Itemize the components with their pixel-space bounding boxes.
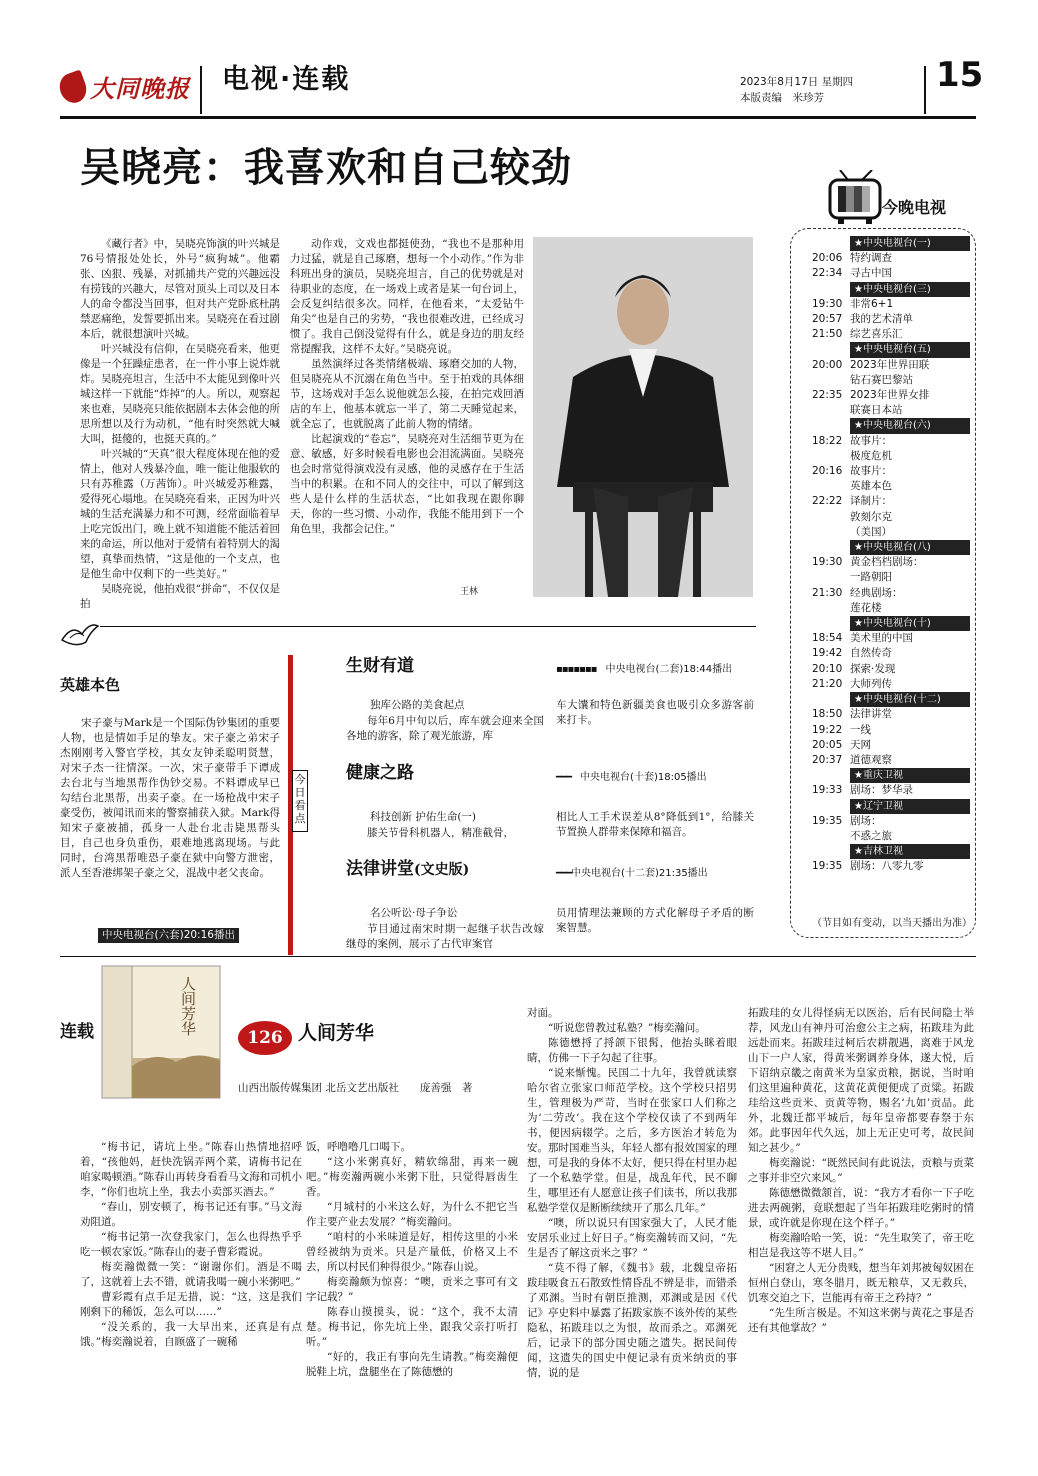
serial-paragraph: “噢，所以说只有国家强大了，人民才能安居乐业过上好日子。”梅奕瀚转而又问，“先生是否了解这贡米之事？” xyxy=(527,1217,737,1259)
feature-paragraph: 《藏行者》中，吴晓亮饰演的叶兴城是76号情报处处长，外号“疯狗城”。他霸张、凶狠、残暴，对抓捕共产党的兴趣远没有捞钱的兴趣大，尽管对顶头上司以及日本人的命令都没当回事，但对共产党卧底杜鹃禁恶痛绝，发誓要抓出来。吴晓亮在看过剧本后，就很想演叶兴城。 xyxy=(80,238,280,340)
program-title: 健康之路 xyxy=(346,763,414,783)
program-name: 2023年世界女排 xyxy=(850,389,930,402)
serial-paragraph: “说来惭愧。民国二十九年，我曾就读察哈尔省立张家口师范学校。这个学校只招男生，管理极为严苛，当时在张家口人们称之为‘二劳改’。我在这个学校仅读了不到两年书，便因病辍学。之后，多方医治才转危为安。那时国难当头，年轻人都有报效国家的理想，可是我的身体不太好，便只得在村里办起了一个私塾学堂。但是，战乱年代，民不聊生，哪里还有人愿意让孩子们读书，所以我那私塾学堂仅是断断续续开了那么几年。” xyxy=(527,1067,737,1214)
serial-column-2 xyxy=(306,1140,518,1405)
program-name: 极度危机 xyxy=(850,449,892,462)
program-time: 20:10 xyxy=(812,662,843,675)
program-row xyxy=(812,388,970,403)
actor-photo xyxy=(533,237,753,597)
program-row xyxy=(812,327,970,342)
page-number-divider xyxy=(924,66,926,114)
program-time: ━━━ 中央电视台(十套)18:05播出 xyxy=(556,772,707,783)
program-row xyxy=(812,707,970,722)
program-text-a: 节目通过南宋时期一起继子状告改嫁继母的案例，展示了古代审案官 xyxy=(346,923,544,950)
program-title-suffix: (文史版) xyxy=(414,862,470,878)
program-time xyxy=(812,403,850,418)
program-row xyxy=(812,464,970,479)
program-row xyxy=(812,677,970,692)
feature-paragraph: 叶兴城的“天真”很大程度体现在他的爱情上，他对人残暴冷血，唯一能让他服软的只有苏稚露（万茜饰）。叶兴城爱苏稚露，爱得死心塌地。在吴晓亮看来，正因为叶兴城的生活充满暴力和不可测，经常面临着早上吃完饭出门，晚上就不知道能不能活着回来的命运，所以他对于爱情有着特别大的渴望，真挚而热情，“这是他的一个支点，也是他生命中仅剩下的一些美好。” xyxy=(80,448,280,580)
program-subtitle: 独库公路的美食起点 xyxy=(370,699,465,711)
program-time: 18:54 xyxy=(812,632,843,645)
issue-date: 2023年8月17日 星期四 xyxy=(740,76,854,88)
program-name: 寻古中国 xyxy=(850,267,892,280)
program-time: 19:35 xyxy=(812,814,843,827)
serial-paragraph: 梅奕瀚说：“既然民间有此说法，贡粮与贡菜之事并非空穴来风。” xyxy=(748,1157,974,1184)
program-name: 天网 xyxy=(850,738,871,751)
program-text xyxy=(556,906,754,938)
newspaper-logo xyxy=(60,66,190,110)
program-row xyxy=(812,753,970,768)
program-row xyxy=(812,403,970,418)
serial-paragraph: “咱村的小米味道是好，相传这里的小米曾经被纳为贡米。只是产量低，价格又上不去，所以村民们种得很少。”陈春山说。 xyxy=(306,1231,518,1273)
serial-paragraph: 对面。 xyxy=(527,1007,559,1019)
program-row xyxy=(812,829,970,844)
program-name: 剧场：八零九零 xyxy=(850,860,924,873)
program-name: 译制片： xyxy=(850,495,892,508)
schedule-note: （节目如有变动，以当天播出为准） xyxy=(812,918,972,929)
program-row xyxy=(812,449,970,464)
program-name: 故事片： xyxy=(850,434,892,447)
program-row xyxy=(812,434,970,449)
program-row xyxy=(812,251,970,266)
program-subtitle: 科技创新 护佑生命(一) xyxy=(370,811,477,823)
episode-badge: 126 xyxy=(238,1021,292,1055)
program-time: 22:22 xyxy=(812,495,843,508)
program-row xyxy=(812,646,970,661)
tonight-tv-schedule xyxy=(812,236,970,875)
program-text-a: 膝关节骨科机器人，精准截骨， xyxy=(367,827,514,839)
serial-paragraph: 饭，呼噜噜几口喝下。 xyxy=(306,1141,411,1153)
channel-header: ★中央电视台(五) xyxy=(850,342,970,357)
serial-paragraph: “梅书记，请坑上坐。”陈春山热情地招呼着，“孩他妈，赶快洗锅弄两个菜，请梅书记在咱家喝顿酒。”陈春山再转身看看马文海和司机小李，“你们也坑上坐，我去小卖部买酒去。” xyxy=(80,1141,302,1198)
program-time: 18:50 xyxy=(812,708,843,721)
program-row xyxy=(812,555,970,570)
program-time: 21:30 xyxy=(812,586,843,599)
serial-paragraph: 陈德懋捋了捋颌下银髯，他抬头眯着眼睛，仿佛一下子勾起了往事。 xyxy=(527,1037,737,1064)
channel-header: ★中央电视台(十) xyxy=(850,616,970,631)
program-name: 自然传奇 xyxy=(850,647,892,660)
program-name: （美国） xyxy=(850,525,892,538)
serial-paragraph: “莫不得了解，《魏书》载，北魏皇帝拓跋珪吸食五石散致性情昏乱不辨是非，而错杀了邓渊。当时有朝臣推测，邓渊或是因《代记》亭史料中暴露了拓跋家族不该外传的某些隐私，拓跋珪以之为恨，故而杀之。邓渊死后，记录下的部分国史随之遗失。据民间传闻，这遗失的国史中便记录有贡米纳贡的事情，说的是 xyxy=(527,1262,737,1379)
feature-paragraph: 动作戏，文戏也都挺使劲，“我也不是那种用力过猛，就是自己琢磨，想每一个小动作。”作为非科班出身的演员，吴晓亮坦言，自己的优势就是对待职业的态度，在一场戏上或者是某一句台词上，会反复纠结很多次。同样，在他看来，“太爱钻牛角尖”也是自己的劣势，“我也很难改进，已经成习惯了。我自己倒没觉得有什么，就是身边的朋友经常提醒我，这样不太好。”吴晓亮说。 xyxy=(290,238,524,355)
program-row xyxy=(812,373,970,388)
program-text-a: 每年6月中旬以后，库车就会迎来全国各地的游客，除了观光旅游，库 xyxy=(346,715,544,742)
program-name: 英雄本色 xyxy=(850,480,892,493)
program-row xyxy=(812,586,970,601)
program-row xyxy=(812,358,970,373)
program-row xyxy=(812,525,970,540)
program-time-text: 中央电视台(二套)18:44播出 xyxy=(605,664,733,675)
program-row xyxy=(812,297,970,312)
movie-synopsis xyxy=(60,716,280,914)
program-name: 敦刻尔克 xyxy=(850,510,892,523)
program-time: 20:06 xyxy=(812,252,843,265)
program-name: 我的艺术清单 xyxy=(850,313,913,326)
program-time: 19:42 xyxy=(812,647,843,660)
program-name: 不惑之旅 xyxy=(850,829,892,842)
serial-paragraph: “听说您曾教过私塾？”梅奕瀚问。 xyxy=(548,1022,706,1034)
program-time: 21:20 xyxy=(812,677,843,690)
program-name: 剧场： xyxy=(850,814,882,827)
program-name: 钻石赛巴黎站 xyxy=(850,373,913,386)
program-time-text: 中央电视台(十二套)21:35播出 xyxy=(571,868,708,879)
page-number: 15 xyxy=(936,55,984,95)
program-title-text: 法律讲堂 xyxy=(346,859,414,879)
serial-column-3 xyxy=(527,1006,737,1406)
movie-channel: 中央电视台(六套)20:16播出 xyxy=(98,928,239,943)
program-name: 法律讲堂 xyxy=(850,708,892,721)
program-time: ▪▪▪▪▪▪▪ 中央电视台(二套)18:44播出 xyxy=(556,664,733,675)
program-subtitle: 名公听讼·母子争讼 xyxy=(370,907,458,919)
program-name: 剧场：梦华录 xyxy=(850,784,913,797)
program-name: 故事片： xyxy=(850,465,892,478)
program-time: 19:30 xyxy=(812,297,843,310)
section-divider xyxy=(100,626,756,627)
program-name: 美术里的中国 xyxy=(850,632,913,645)
serial-paragraph: 梅奕瀚哈哈一笑，说：“先生取笑了，帝王吃相岂是我这等不堪人目。” xyxy=(748,1232,974,1259)
serial-paragraph: “困窘之人无分贵贱，想当年刘邦被匈奴困在恒州白登山，寒冬腊月，既无粮草，又无救兵，饥寒交迫之下，岂能再有帝王之矜持？” xyxy=(748,1262,974,1304)
program-title: 生财有道 xyxy=(346,656,414,676)
program-row xyxy=(812,738,970,753)
serial-paragraph: 梅奕瀚颇为惊喜：“噢，贡米之事可有文字记载？” xyxy=(306,1276,518,1303)
program-text-b: 相比人工手术误差从8°降低到1°，给膝关节置换人群带来保障和福音。 xyxy=(556,811,754,838)
program-time xyxy=(812,570,850,585)
issue-meta xyxy=(740,74,853,106)
serial-paragraph: 拓跋珪的女儿得怪病无以医治，后有民间隐士举荐，风龙山有神丹可治愈公主之病，拓跋珪为此远赴而来。拓跋珪过柯后农耕靓遇，离难于风龙山下一户人家，得黄米粥调养身体，遂大悦，后下诏纳京畿之南黄米为皇家贡粮，据说，当时咱们这里遍种黄花，这黄花黄便便成了贡粱。拓跋珪给这些贡米、贡黄等物，赐名‘九如’贡品。此外，北魏迁都平城后，每年皇帝都要春祭于东郊。此事因年代久远，加上无正史可考，故民间知之甚少。” xyxy=(748,1007,974,1154)
tonight-tv-title: 今晚电视 xyxy=(882,198,947,217)
serial-paragraph: “没关系的，我一大早出来，还真是有点饿。”梅奕瀚说着，自顾盛了一碗稀 xyxy=(80,1321,302,1348)
program-text xyxy=(346,922,544,954)
serial-paragraph: 梅奕瀚微微一笑：“谢谢你们。酒是不喝了，这就着上去不错，就请我喝一碗小米粥吧。” xyxy=(80,1261,302,1288)
feature-column-1 xyxy=(80,237,280,609)
program-time-text: 中央电视台(十套)18:05播出 xyxy=(580,772,707,783)
program-text xyxy=(556,810,754,842)
movie-title: 英雄本色 xyxy=(60,676,121,694)
program-row xyxy=(812,570,970,585)
book-cover-title: 人间芳华 xyxy=(179,976,197,1036)
program-name: 特约调查 xyxy=(850,252,892,265)
actor-photo-illustration xyxy=(533,237,753,597)
program-row xyxy=(812,662,970,677)
program-name: 黄金档档剧场： xyxy=(850,556,924,569)
program-name: 综艺喜乐汇 xyxy=(850,328,903,341)
program-time: 20:57 xyxy=(812,313,843,326)
feature-headline: 吴晓亮：我喜欢和自己较劲 xyxy=(80,144,572,191)
program-text-b: 员用情理法兼顾的方式化解母子矛盾的断案智慧。 xyxy=(556,907,754,934)
program-name: 大师列传 xyxy=(850,677,892,690)
program-time: 21:50 xyxy=(812,328,843,341)
program-text xyxy=(346,826,544,858)
program-row xyxy=(812,266,970,281)
serial-title: 人间芳华 xyxy=(298,1022,375,1044)
program-text xyxy=(346,714,544,746)
program-name: 经典剧场： xyxy=(850,586,903,599)
serial-paragraph: “先生所言极是。不知这米粥与黄花之事是否还有其他掌故？” xyxy=(748,1307,974,1334)
serial-paragraph: 曹彩霞有点手足无措，说：“这，这是我们刚剩下的稀饭，怎么可以……” xyxy=(80,1291,302,1318)
program-time xyxy=(812,525,850,540)
channel-header: ★重庆卫视 xyxy=(850,768,970,783)
page-editor: 本版责编 米珍芳 xyxy=(740,92,824,104)
program-row xyxy=(812,859,970,874)
program-time: 22:35 xyxy=(812,389,843,402)
logo-text: 大同晚报 xyxy=(90,73,190,103)
program-row xyxy=(812,631,970,646)
program-time xyxy=(812,510,850,525)
program-time: 19:22 xyxy=(812,723,843,736)
program-name: 非常6+1 xyxy=(850,297,894,310)
channel-header: ★辽宁卫视 xyxy=(850,799,970,814)
byline: 王林 xyxy=(460,587,479,597)
program-name: 莲花楼 xyxy=(850,601,882,614)
program-title xyxy=(346,859,470,879)
tv-icon xyxy=(826,170,886,226)
serial-column-4 xyxy=(748,1006,974,1406)
program-time: 18:22 xyxy=(812,434,843,447)
program-time: 20:37 xyxy=(812,753,843,766)
feature-paragraph: 虽然演绎过各类情绪极端、琢磨交加的人物，但吴晓亮从不沉溺在角色当中。至于拍戏的具体细节，这场戏对手怎么说他就怎么接，在拍完戏回酒店的车上，他基本就忘一半了，第二天睡觉起来，就全忘了，也就脱离了此前人物的情绪。 xyxy=(290,358,524,430)
feature-paragraph: 比起演戏的“卷忘”，吴晓亮对生活细节更为在意、敏感，好多时候看电影也会泪流满面。吴晓亮也会时常觉得演戏没有灵感，他的灵感存在于生活当中的积累。在和不同人的交往中，可以了解到这些人是什么样的生活状态，“比如我现在跟你聊天，你的一些习惯、小动作，我能不能用到下一个角色里，我都会记住。” xyxy=(290,433,524,535)
serial-paragraph: 陈德懋微微颔首，说：“我方才看你一下子吃进去两碗粥，竟联想起了当年拓跋珪吃粥时的情景，或许就是你现在这个样子。” xyxy=(748,1187,974,1229)
program-time: ━━━中央电视台(十二套)21:35播出 xyxy=(556,868,708,879)
section-title: 电视·连载 xyxy=(222,64,351,95)
program-time xyxy=(812,449,850,464)
program-name: 道德观察 xyxy=(850,753,892,766)
program-name: 2023年世界田联 xyxy=(850,358,930,371)
program-time: 19:35 xyxy=(812,860,843,873)
serial-paragraph: “月城村的小米这么好，为什么不把它当作主要产业去发展？”梅奕瀚问。 xyxy=(306,1201,518,1228)
program-row xyxy=(812,479,970,494)
book-cover xyxy=(96,962,226,1102)
serial-paragraph: 陈春山摸摸头，说：“这个，我不太清楚。梅书记，你先坑上坐，跟我父亲打听打听。” xyxy=(306,1306,518,1348)
feature-column-2 xyxy=(290,237,524,583)
program-name: 探索·发现 xyxy=(850,662,896,675)
serial-paragraph: “梅书记第一次登我家门，怎么也得热乎乎吃一顿农家饭。”陈春山的妻子曹彩霞说。 xyxy=(80,1231,302,1258)
today-label: 今日看点 xyxy=(292,770,308,832)
program-time: 20:00 xyxy=(812,358,843,371)
channel-header: ★中央电视台(八) xyxy=(850,540,970,555)
program-name: 一线 xyxy=(850,723,871,736)
program-time: 20:16 xyxy=(812,465,843,478)
feature-paragraph: 吴晓亮说，他拍戏很“拼命”，不仅仅是拍 xyxy=(80,583,280,609)
channel-header: ★中央电视台(十二) xyxy=(850,692,970,707)
program-row xyxy=(812,510,970,525)
serial-paragraph: “好的，我正有事向先生请教。”梅奕瀚便脱鞋上坑，盘腿坐在了陈德懋的 xyxy=(306,1351,518,1378)
channel-header: ★中央电视台(一) xyxy=(850,236,970,251)
serial-paragraph: “春山，别安顿了，梅书记还有事。”马文海劝阻道。 xyxy=(80,1201,302,1228)
program-time: 22:34 xyxy=(812,267,843,280)
program-time: 19:33 xyxy=(812,784,843,797)
publisher-line: 山西出版传媒集团 北岳文艺出版社 庞善强 著 xyxy=(238,1082,473,1094)
program-row xyxy=(812,601,970,616)
channel-header: ★中央电视台(三) xyxy=(850,282,970,297)
header-rule xyxy=(60,116,976,119)
bird-icon xyxy=(60,620,100,650)
program-time xyxy=(812,601,850,616)
program-row xyxy=(812,814,970,829)
channel-header: ★吉林卫视 xyxy=(850,844,970,859)
program-row xyxy=(812,494,970,509)
serial-column-1 xyxy=(80,1140,302,1405)
program-time xyxy=(812,829,850,844)
program-text-b: 车大馕和特色新疆美食也吸引众多游客前来打卡。 xyxy=(556,699,754,726)
program-time: 19:30 xyxy=(812,556,843,569)
serial-divider xyxy=(60,956,976,957)
program-row xyxy=(812,312,970,327)
program-time xyxy=(812,479,850,494)
program-row xyxy=(812,783,970,798)
program-name: 一路朝阳 xyxy=(850,571,892,584)
program-row xyxy=(812,723,970,738)
channel-header: ★中央电视台(六) xyxy=(850,418,970,433)
header-divider xyxy=(200,66,202,114)
movie-synopsis-text: 宋子豪与Mark是一个国际伪钞集团的重要人物，也是情如手足的挚友。宋子豪之弟宋子杰刚刚考入警官学校，其女友钟柔聪明贤慧，对宋子杰一往情深。一次，宋子豪带手下谭成去台北与当地黑帮作伪钞交易。不料谭成早已勾结台北黑帮，出卖子豪。在一场枪战中宋子豪受伤，被闻讯而来的警察捕获入狱。Mark得知宋子豪被捕，孤身一人赴台北击毙黑帮头目，自己也身负重伤，艰难地逃离现场。与此同时，台湾黑帮唯恐子豪在狱中向警方泄密，派人至香港绑架子豪之父，混战中老父丧命。 xyxy=(60,717,280,879)
serial-tag: 连载 xyxy=(60,1022,94,1042)
logo-icon xyxy=(56,69,91,106)
feature-paragraph: 叶兴城没有信仰，在吴晓亮看来，他更像是一个狂躁症患者，在一件小事上说炸就炸。吴晓亮坦言，生活中不太能见到像叶兴城这样一下就能“炸掉”的人。所以，观察起来也难，吴晓亮只能依据剧本去体会他的所思所想以及行为动机，“他有时突然就大喊大叫，挺傻的，也挺天真的。” xyxy=(80,343,280,445)
program-time: 20:05 xyxy=(812,738,843,751)
program-name: 联赛日本站 xyxy=(850,404,903,417)
program-time xyxy=(812,373,850,388)
serial-paragraph: “这小米粥真好，精软绵甜，再来一碗吧。”梅奕瀚两碗小米粥下肚，只觉得唇齿生香。 xyxy=(306,1156,518,1198)
program-text xyxy=(556,698,754,730)
